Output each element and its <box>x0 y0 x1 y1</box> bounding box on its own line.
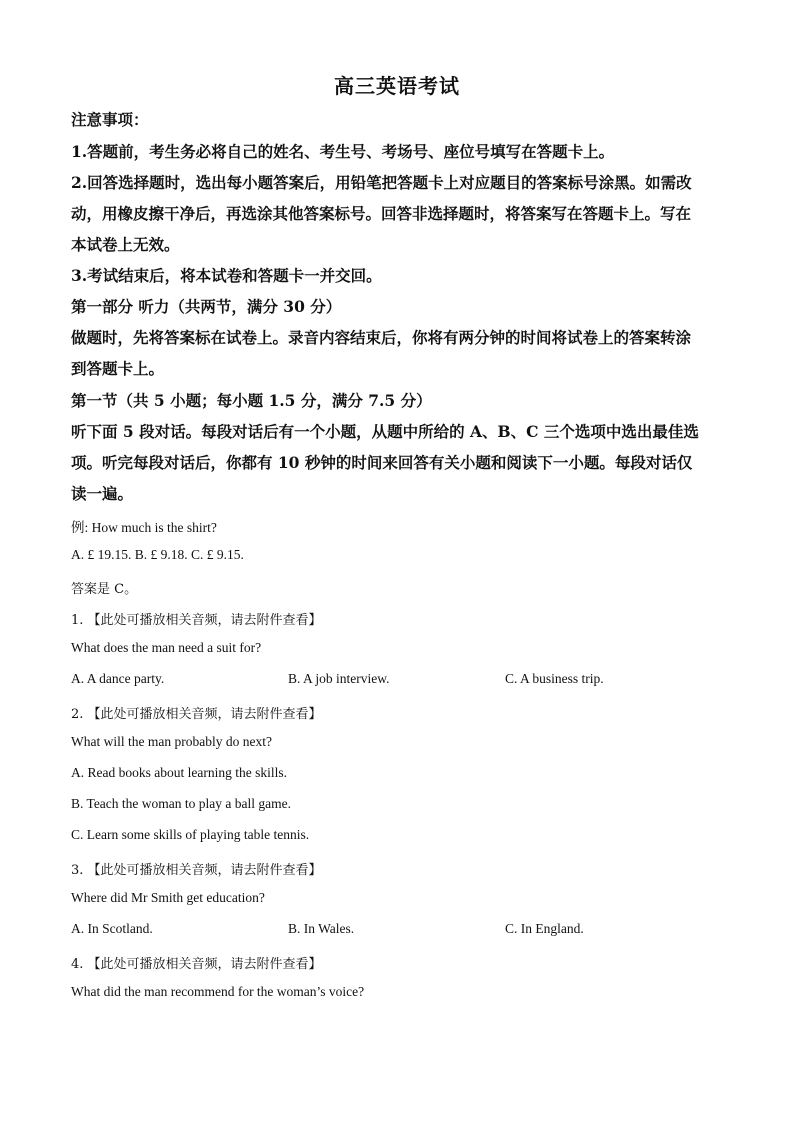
question-1-text: What does the man need a suit for? <box>71 640 262 655</box>
notes-heading: 注意事项： <box>71 110 149 129</box>
question-3-option-a: A. In Scotland. <box>71 921 153 936</box>
page-title: 高三英语考试 <box>334 74 460 98</box>
question-4-text: What did the man recommend for the woman’s voice? <box>71 984 365 999</box>
question-2-option-c: C. Learn some skills of playing table tennis. <box>71 827 310 842</box>
question-1-option-a: A. A dance party. <box>71 671 165 686</box>
section1-instruction-line-3: 读一遍。 <box>71 484 134 503</box>
example-options: A. £ 19.15. B. £ 9.18. C. £ 9.15. <box>71 547 244 562</box>
question-2-option-a: A. Read books about learning the skills. <box>71 765 287 780</box>
question-3-option-b: B. In Wales. <box>288 921 355 936</box>
question-2-text: What will the man probably do next? <box>71 734 272 749</box>
notes-item-2-line-3: 本试卷上无效。 <box>71 235 180 254</box>
question-2-audio[interactable]: 2. 【此处可播放相关音频，请去附件查看】 <box>71 707 322 722</box>
example-answer: 答案是 C。 <box>71 582 138 597</box>
question-2-option-b: B. Teach the woman to play a ball game. <box>71 796 291 811</box>
part1-heading: 第一部分 听力（共两节，满分 30 分） <box>71 297 342 316</box>
notes-item-1: 1.答题前，考生务必将自己的姓名、考生号、考场号、座位号填写在答题卡上。 <box>71 142 615 161</box>
section1-instruction-line-1: 听下面 5 段对话。每段对话后有一个小题，从题中所给的 A、B、C 三个选项中选出最佳选 <box>71 422 699 441</box>
question-1-option-b: B. A job interview. <box>288 671 390 686</box>
question-3-option-c: C. In England. <box>505 921 584 936</box>
question-3-text: Where did Mr Smith get education? <box>71 890 265 905</box>
part1-instruction-line-2: 到答题卡上。 <box>71 359 165 378</box>
notes-item-2-line-2: 动，用橡皮擦干净后，再选涂其他答案标号。回答非选择题时，将答案写在答题卡上。写在 <box>71 204 692 223</box>
question-1-option-c: C. A business trip. <box>505 671 604 686</box>
part1-instruction-line-1: 做题时，先将答案标在试卷上。录音内容结束后，你将有两分钟的时间将试卷上的答案转涂 <box>71 328 692 347</box>
notes-item-2-line-1: 2.回答选择题时，选出每小题答案后，用铅笔把答题卡上对应题目的答案标号涂黑。如需改 <box>71 173 692 192</box>
section1-instruction-line-2: 项。听完每段对话后，你都有 10 秒钟的时间来回答有关小题和阅读下一小题。每段对话仅 <box>71 453 693 472</box>
question-3-audio[interactable]: 3. 【此处可播放相关音频，请去附件查看】 <box>71 863 322 878</box>
section1-heading: 第一节（共 5 小题；每小题 1.5 分，满分 7.5 分） <box>71 391 432 410</box>
question-1-audio[interactable]: 1. 【此处可播放相关音频，请去附件查看】 <box>71 613 322 628</box>
question-4-audio[interactable]: 4. 【此处可播放相关音频，请去附件查看】 <box>71 957 322 972</box>
example-question: 例: How much is the shirt? <box>71 520 217 535</box>
notes-item-3: 3.考试结束后，将本试卷和答题卡一并交回。 <box>71 266 382 285</box>
